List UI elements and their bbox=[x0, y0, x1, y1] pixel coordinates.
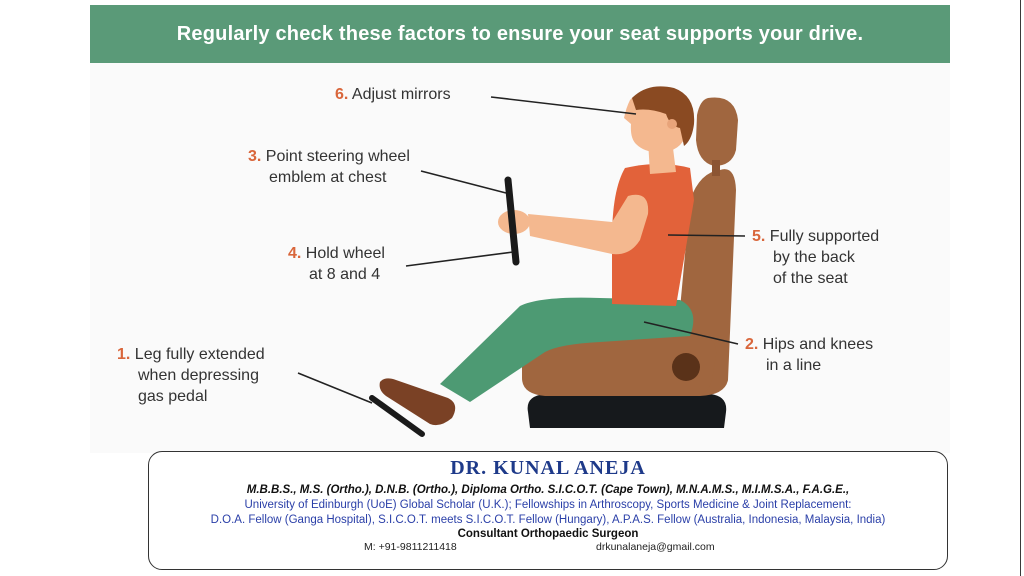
label-4-number: 4. bbox=[288, 245, 302, 262]
label-4-line-1: Hold wheel bbox=[305, 245, 385, 262]
label-2-line-1: Hips and knees bbox=[762, 336, 874, 353]
leader-line-1 bbox=[298, 373, 372, 403]
label-5-line-2: by the back bbox=[773, 249, 855, 266]
headrest-post bbox=[712, 160, 720, 176]
label-3-line-2: emblem at chest bbox=[269, 169, 387, 186]
seat-base bbox=[528, 394, 727, 428]
headrest bbox=[696, 97, 738, 166]
doctor-fellowships-line-1: University of Edinburgh (UoE) Global Scholar (U.K.); Fellowships in Arthroscopy, Sports Medicine & Joint Replacement: bbox=[244, 499, 852, 511]
doctor-fellowships-line-2: D.O.A. Fellow (Ganga Hospital), S.I.C.O.T. meets S.I.C.O.T. Fellow (Hungary), A.P.A.S. Fellow (Australia, Indonesia, Malaysia, India) bbox=[210, 514, 886, 526]
leader-line-4 bbox=[406, 252, 513, 266]
leader-line-6 bbox=[491, 97, 636, 114]
doctor-info-card bbox=[148, 451, 948, 570]
label-adjust-mirrors bbox=[335, 84, 451, 105]
illustration-panel bbox=[90, 63, 950, 453]
doctor-name: DR. KUNAL ANEJA bbox=[450, 457, 646, 479]
ear bbox=[667, 119, 677, 129]
label-4-line-2: at 8 and 4 bbox=[309, 266, 381, 283]
label-6-text: Adjust mirrors bbox=[351, 86, 451, 103]
label-2-line-2: in a line bbox=[766, 357, 822, 374]
label-5-number: 5. bbox=[752, 228, 766, 245]
label-1-line-3: gas pedal bbox=[138, 388, 208, 405]
seat-knob bbox=[672, 353, 700, 381]
label-5-line-1: Fully supported bbox=[769, 228, 880, 245]
arm bbox=[528, 195, 648, 254]
label-leg-extended bbox=[117, 344, 265, 407]
label-3-number: 3. bbox=[248, 148, 262, 165]
leader-line-3 bbox=[421, 171, 506, 193]
label-6-number: 6. bbox=[335, 86, 349, 103]
label-1-line-2: when depressing bbox=[138, 367, 259, 384]
label-1-line-1: Leg fully extended bbox=[134, 346, 265, 363]
label-hold-wheel bbox=[288, 243, 385, 285]
label-steering-wheel-emblem bbox=[248, 146, 410, 188]
doctor-qualifications: M.B.B.S., M.S. (Ortho.), D.N.B. (Ortho.), Diploma Ortho. S.I.C.O.T. (Cape Town), M.N.A.M.S., M.I.M.S.A., F.A.G.E., bbox=[246, 484, 850, 496]
doctor-phone: M: +91-9811211418 bbox=[364, 541, 457, 553]
leader-line-5 bbox=[668, 235, 745, 236]
right-border-line bbox=[1020, 0, 1021, 576]
header-title: Regularly check these factors to ensure your seat supports your drive. bbox=[176, 22, 864, 45]
steering-wheel bbox=[508, 180, 516, 262]
label-3-line-1: Point steering wheel bbox=[265, 148, 410, 165]
label-2-number: 2. bbox=[745, 336, 759, 353]
label-5-line-3: of the seat bbox=[773, 270, 848, 287]
doctor-role: Consultant Orthopaedic Surgeon bbox=[457, 528, 639, 540]
label-hips-knees bbox=[745, 334, 873, 376]
label-1-number: 1. bbox=[117, 346, 131, 363]
doctor-email: drkunalaneja@gmail.com bbox=[596, 541, 715, 553]
label-back-support bbox=[752, 226, 879, 289]
header-banner bbox=[90, 5, 950, 63]
doctor-contact bbox=[149, 540, 947, 554]
